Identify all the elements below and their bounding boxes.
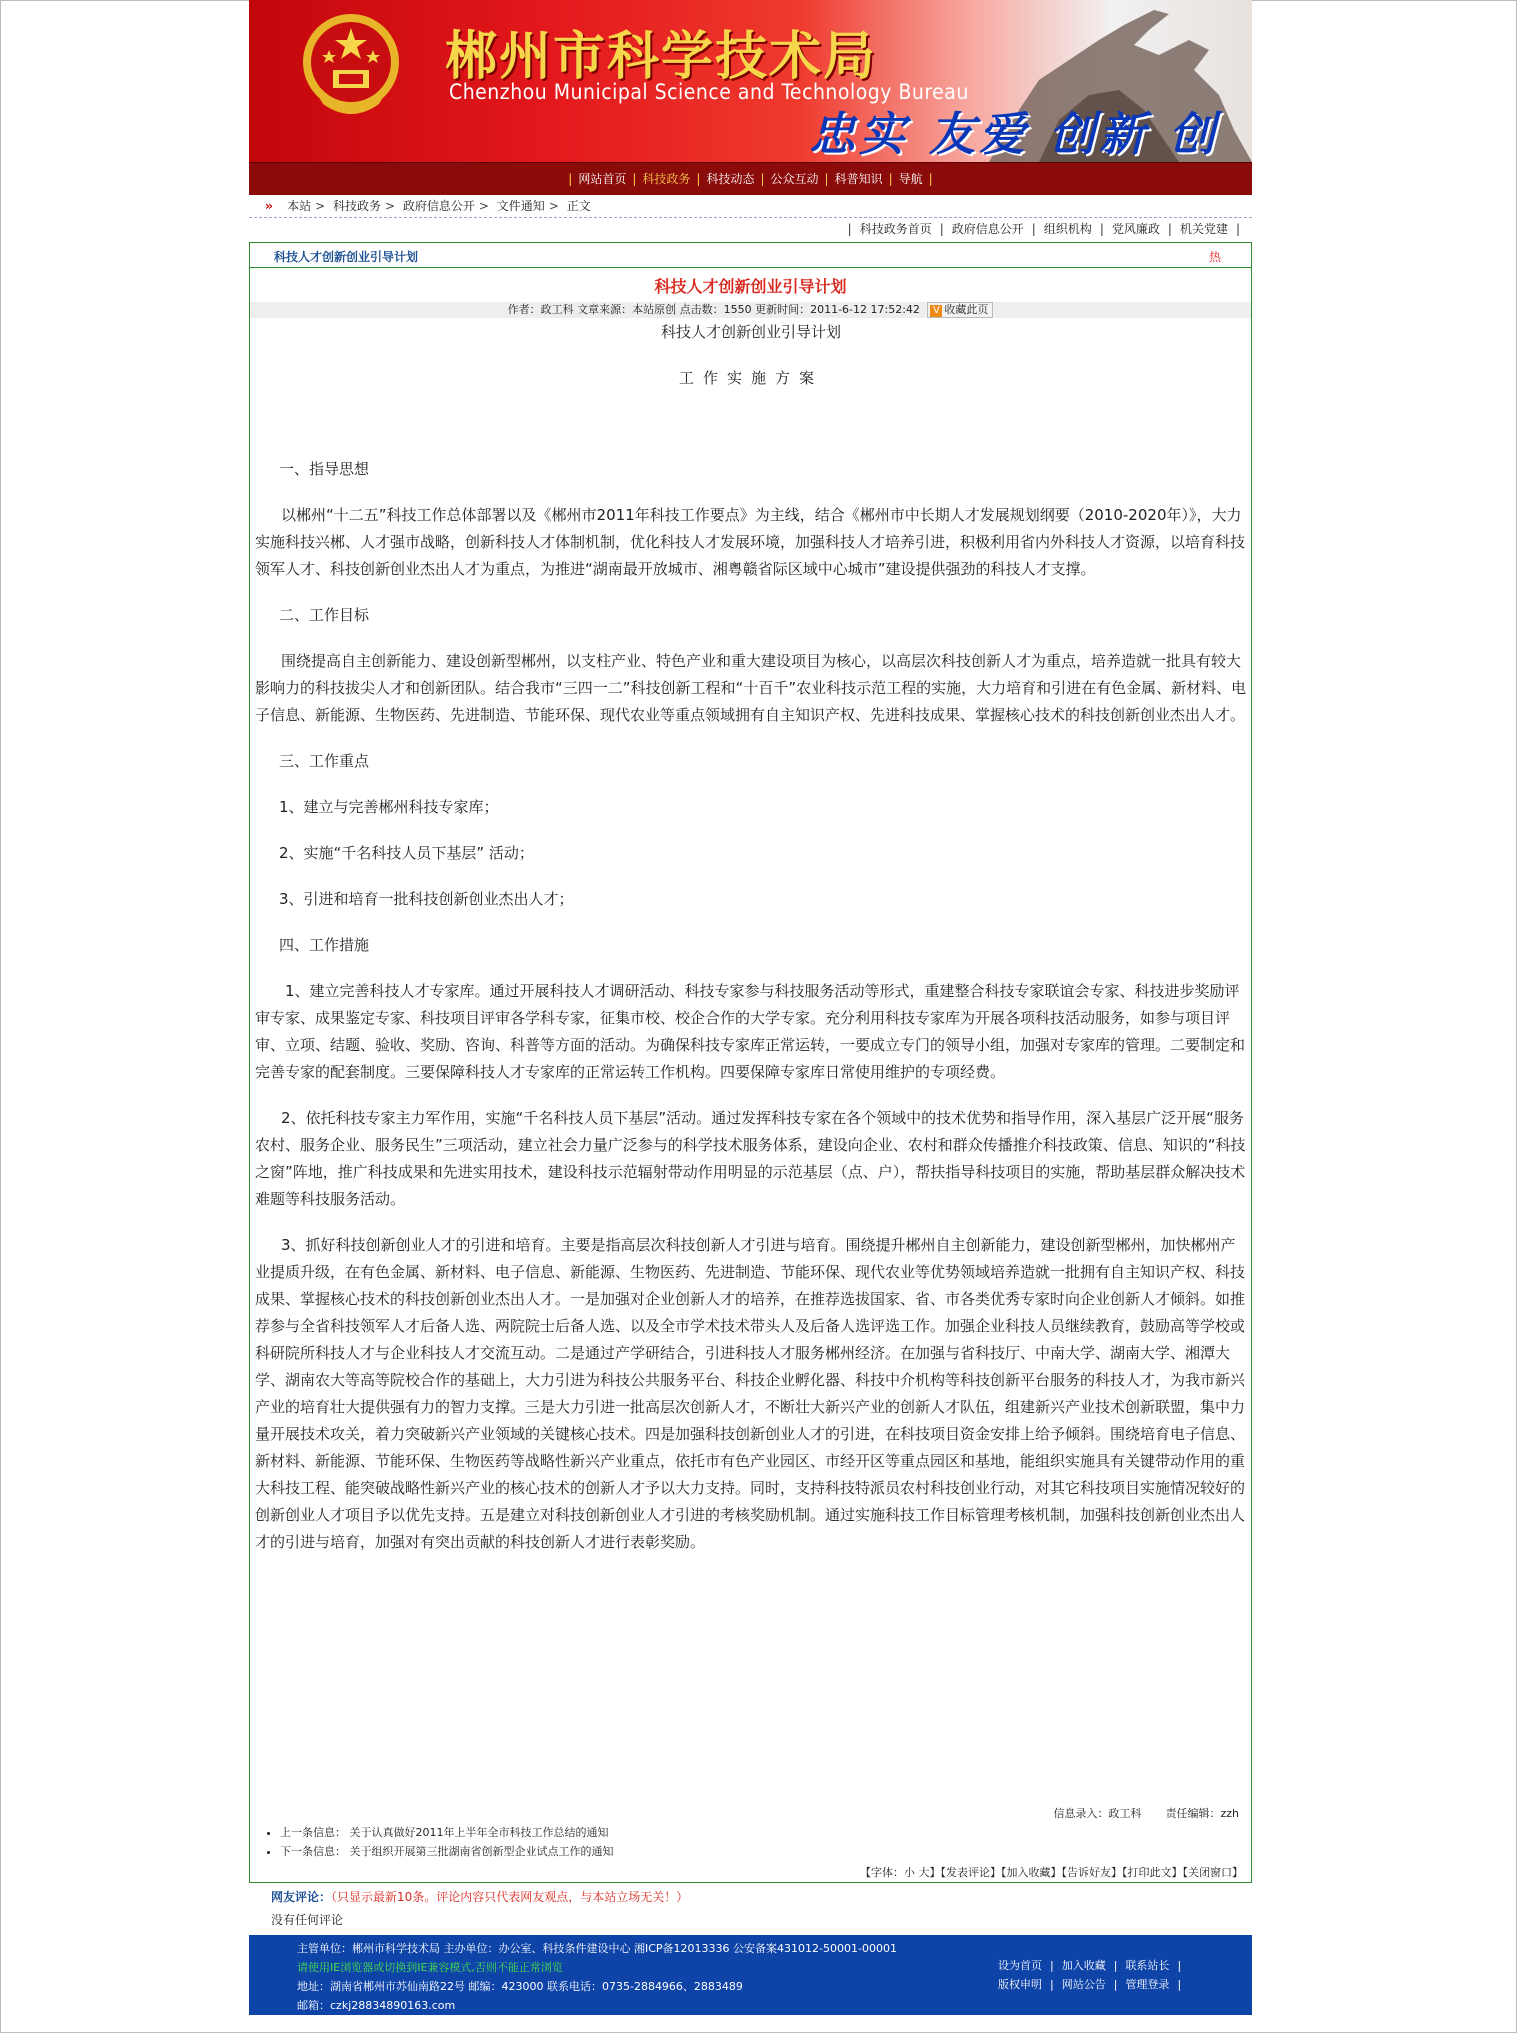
paragraph: 以郴州“十二五”科技工作总体部署以及《郴州市2011年科技工作要点》为主线，结合《郴州市中长期人才发展规划纲要（2010-2020年）》，大力实施科技兴郴、人才强市战略，创新科技人才体制机制，优化科技人才发展环境，加强科技人才培养引进，积极利用省内外科技人才资源，以培育科技领军人才、科技创新创业杰出人才为重点，为推进“湖南最开放城市、湘粤赣省际区域中心城市”建设提供强劲的科技人才支撑。 bbox=[255, 506, 1246, 578]
subnav-item-integrity[interactable]: 党风廉政 bbox=[1111, 222, 1160, 236]
paragraph: 1、建立完善科技人才专家库。通过开展科技人才调研活动、科技专家参与科技服务活动等形式，重建整合科技专家联谊会专家、科技进步奖励评审专家、成果鉴定专家、科技项目评审各学科专家，征集市校、校企合作的大学专家。充分利用科技专家库为开展各项科技活动服务，如参与项目评审、立项、结题、验收、奖励、咨询、科普等方面的活动。为确保科技专家库正常运转，一要成立专门的领导小组，加强对专家库的管理。二要制定和完善专家的配套制度。三要保障科技人才专家库的正常运转工作机构。四要保障专家库日常使用维护的专项经费。 bbox=[255, 982, 1246, 1081]
site-banner bbox=[249, 0, 1252, 162]
article-subtitle: 科技人才创新创业引导计划 bbox=[660, 323, 841, 341]
list-item: 2、实施“千名科技人员下基层” 活动； bbox=[279, 844, 534, 862]
section-heading: 一、指导思想 bbox=[279, 460, 370, 478]
nav-item-government-affairs[interactable]: 科技政务 bbox=[642, 172, 691, 186]
nav-item-home[interactable]: 网站首页 bbox=[578, 172, 627, 186]
plan-title: 工作实施方案 bbox=[678, 369, 823, 387]
comments-label: 网友评论： bbox=[271, 1890, 332, 1904]
footer-line-address: 地址：湖南省郴州市苏仙南路22号 邮编：423000 联系电话：0735-2884966、2883489 bbox=[297, 1980, 743, 1993]
motto-slogan: 忠实 友爱 创新 创 bbox=[809, 107, 1220, 161]
site-title: 郴州市科学技术局 bbox=[445, 27, 878, 87]
breadcrumb-notices[interactable]: 文件通知 bbox=[496, 199, 545, 213]
main-nav: | 网站首页 | 科技政务 | 科技动态 | 公众互动 | 科普知识 | 导航 | bbox=[249, 162, 1252, 195]
hot-badge: 热 bbox=[1208, 250, 1221, 264]
footer-link-announcement[interactable]: 网站公告 bbox=[1061, 1978, 1106, 1991]
comments-note: （只显示最新10条。评论内容只代表网友观点，与本站立场无关！） bbox=[331, 1890, 689, 1904]
footer-link-add-favorite[interactable]: 加入收藏 bbox=[1061, 1959, 1106, 1972]
footer-link-set-home[interactable]: 设为首页 bbox=[998, 1959, 1042, 1972]
nav-item-navigation[interactable]: 导航 bbox=[898, 172, 923, 186]
favorite-button[interactable] bbox=[927, 302, 993, 318]
footer-link-admin-login[interactable]: 管理登录 bbox=[1125, 1978, 1170, 1991]
article-title: 科技人才创新创业引导计划 bbox=[654, 277, 847, 296]
next-article-link[interactable]: • 下一条信息： 关于组织开展第三批湖南省创新型企业试点工作的通知 bbox=[280, 1842, 614, 1861]
footer-link-contact[interactable]: 联系站长 bbox=[1125, 1959, 1170, 1972]
editor: 责任编辑：zzh bbox=[1165, 1807, 1239, 1820]
footer-line-email: 邮箱：czkj28834890163.com bbox=[297, 1999, 456, 2012]
comments-header bbox=[271, 1888, 688, 1905]
paragraph: 2、依托科技专家主力军作用，实施“千名科技人员下基层”活动。通过发挥科技专家在各个领域中的技术优势和指导作用，深入基层广泛开展“服务农村、服务企业、服务民生”三项活动，建立社会力量广泛参与的科学技术服务体系，建设向企业、农村和群众传播推介科技政策、信息、知识的“科技之窗”阵地，推广科技成果和先进实用技术，建设科技示范辐射带动作用明显的示范基层（点、户），帮扶指导科技项目的实施，帮助基层群众解决技术难题等科技服务活动。 bbox=[255, 1109, 1246, 1208]
entered-by: 信息录入：政工科 bbox=[1053, 1807, 1142, 1820]
section-heading: 三、工作重点 bbox=[279, 752, 370, 770]
paragraph: 3、抓好科技创新创业人才的引进和培育。主要是指高层次科技创新人才引进与培育。围绕提升郴州自主创新能力，建设创新型郴州，加快郴州产业提质升级，在有色金属、新材料、电子信息、新能源、生物医药、先进制造、节能环保、现代农业等优势领域培养造就一批拥有自主知识产权、科技成果、掌握核心技术的科技创新创业杰出人才。一是加强对企业创新人才的培养，在推荐选拔国家、省、市各类优秀专家时向企业创新人才倾斜。如推荐参与全省科技领军人才后备人选、两院院士后备人选、以及全市学术技术带头人及后备人选评选工作。加强企业科技人员继续教育，鼓励高等学校或科研院所科技人才与企业科技人才交流互动。二是通过产学研结合，引进科技人才服务郴州经济。在加强与省科技厅、中南大学、湖南大学、湘潭大学、湖南农大等高等院校合作的基础上，大力引进为科技公共服务平台、科技企业孵化器、科技中介机构等科技创新平台服务的科技人才，为我市新兴产业的培育壮大提供强有力的智力支撑。三是大力引进一批高层次创新人才，不断壮大新兴产业的创新人才队伍，组建新兴产业技术创新联盟，集中力量开展技术攻关，着力突破新兴产业领域的关键核心技术。四是加强科技创新创业人才的引进，在科技项目资金安排上给予倾斜。围绕培育电子信息、新材料、新能源、节能环保、生物医药等战略性新兴产业重点，依托市有色产业园区、市经开区等重点园区和基地，能组织实施具有关键带动作用的重大科技工程、能突破战略性新兴产业的核心技术的创新人才予以大力支持。同时，支持科技特派员农村科技创业行动，对其它科技项目实施情况较好的创新创业人才项目予以优先支持。五是建立对科技创新创业人才引进的考核奖励机制。通过实施科技工作目标管理考核机制，加强科技创新创业杰出人才的引进与培育，加强对有突出贡献的科技创新人才进行表彰奖励。 bbox=[255, 1236, 1246, 1551]
article-footer-meta bbox=[1053, 1805, 1239, 1821]
subnav-item-info-disclosure[interactable]: 政府信息公开 bbox=[951, 222, 1024, 236]
article-meta-text: 作者：政工科 文章来源：本站原创 点击数：1550 更新时间：2011-6-12 17:52:42 bbox=[507, 303, 920, 316]
site-subtitle: Chenzhou Municipal Science and Technology Bureau bbox=[449, 80, 969, 104]
list-item: 1、建立与完善郴州科技专家库； bbox=[279, 798, 499, 816]
footer-links: 设为首页 | 加入收藏 | 联系站长 | 版权申明 | 网站公告 | 管理登录 | bbox=[998, 1959, 1182, 1991]
paragraph: 围绕提高自主创新能力、建设创新型郴州，以支柱产业、特色产业和重大建设项目为核心，以高层次科技创新人才为重点，培养造就一批具有较大影响力的科技拔尖人才和创新团队。结合我市“三四一二”科技创新工程和“十百千”农业科技示范工程的实施，大力培育和引进在有色金属、新材料、电子信息、新能源、生物医药、先进制造、节能环保、现代农业等重点领域拥有自主知识产权、先进科技成果、掌握核心技术的科技创新创业杰出人才。 bbox=[255, 652, 1247, 724]
subnav-item-organization[interactable]: 组织机构 bbox=[1043, 222, 1092, 236]
double-arrow-icon: ›› bbox=[265, 199, 274, 213]
breadcrumb-info-disclosure[interactable]: 政府信息公开 bbox=[402, 199, 475, 213]
breadcrumb-government-affairs[interactable]: 科技政务 bbox=[332, 199, 381, 213]
nav-item-public-interaction[interactable]: 公众互动 bbox=[770, 172, 819, 186]
subnav-item-party-building[interactable]: 机关党建 bbox=[1179, 222, 1228, 236]
breadcrumb-current: 正文 bbox=[566, 199, 591, 213]
footer-line-sponsor: 主管单位：郴州市科学技术局 主办单位：办公室、科技条件建设中心 湘ICP备12013336 公安备案431012-50001-00001 bbox=[297, 1942, 897, 1955]
favorite-label: 收藏此页 bbox=[944, 303, 989, 316]
article-tools[interactable]: 【字体：小 大】【发表评论】【加入收藏】【告诉好友】【打印此文】【关闭窗口】 bbox=[860, 1866, 1243, 1879]
article-box-header bbox=[250, 243, 1251, 268]
prev-next-links bbox=[280, 1823, 614, 1861]
footer-info bbox=[297, 1939, 897, 2015]
sub-nav: | 科技政务首页 | 政府信息公开 | 组织机构 | 党风廉政 | 机关党建 | bbox=[847, 222, 1240, 236]
prev-article-link[interactable]: • 上一条信息： 关于认真做好2011年上半年全市科技工作总结的通知 bbox=[280, 1823, 614, 1842]
article-meta bbox=[250, 302, 1251, 318]
national-emblem-icon bbox=[299, 8, 403, 124]
favorite-icon: V bbox=[930, 305, 942, 317]
nav-item-news[interactable]: 科技动态 bbox=[706, 172, 755, 186]
section-heading: 四、工作措施 bbox=[279, 936, 370, 954]
comments-empty: 没有任何评论 bbox=[271, 1913, 344, 1927]
box-heading: 科技人才创新创业引导计划 bbox=[274, 250, 419, 264]
nav-item-science-knowledge[interactable]: 科普知识 bbox=[834, 172, 883, 186]
footer-link-copyright[interactable]: 版权申明 bbox=[998, 1978, 1042, 1991]
list-item: 3、引进和培育一批科技创新创业杰出人才； bbox=[279, 890, 574, 908]
breadcrumb: ›› 本站 > 科技政务 > 政府信息公开 > 文件通知 > 正文 bbox=[249, 195, 1252, 218]
article-box bbox=[249, 242, 1252, 1883]
page-wrapper bbox=[249, 0, 1252, 2012]
article-body bbox=[255, 319, 1247, 1556]
site-footer bbox=[249, 1935, 1252, 2015]
footer-line-browser-notice: 请使用IE浏览器或切换到IE兼容模式,否则不能正常浏览 bbox=[297, 1961, 563, 1974]
breadcrumb-home[interactable]: 本站 bbox=[287, 199, 312, 213]
section-heading: 二、工作目标 bbox=[279, 606, 370, 624]
subnav-item-affairs-home[interactable]: 科技政务首页 bbox=[859, 222, 932, 236]
